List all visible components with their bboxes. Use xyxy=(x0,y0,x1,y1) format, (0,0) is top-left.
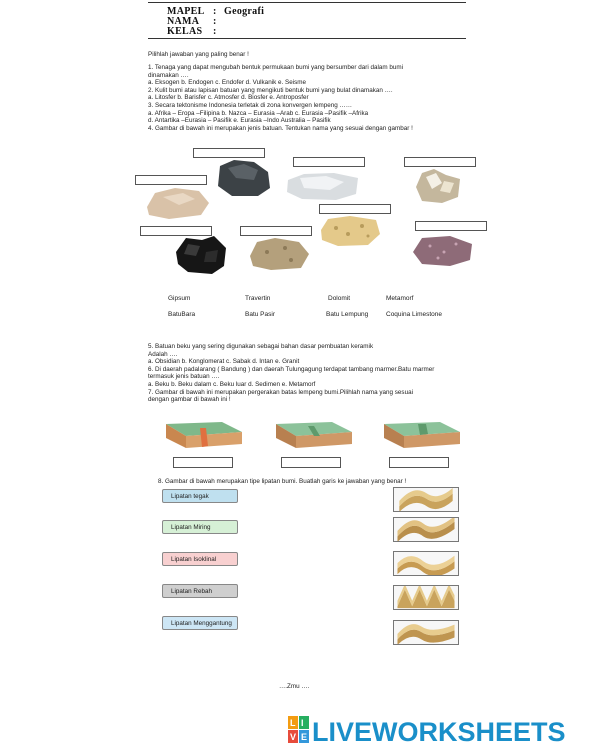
fold-option-lipatan-menggantung[interactable]: Lipatan Menggantung xyxy=(162,616,238,630)
clear-crystal-rock-image xyxy=(284,170,362,202)
mapel-colon: : xyxy=(213,6,217,17)
svg-text:I: I xyxy=(301,718,304,728)
transform-plate-image xyxy=(274,414,354,450)
porous-yellow-rock-image xyxy=(318,214,382,248)
rock-answer-box-4[interactable] xyxy=(135,175,207,185)
rock-answer-box-8[interactable] xyxy=(240,226,312,236)
svg-text:E: E xyxy=(301,732,308,742)
fold-image-4[interactable] xyxy=(393,585,459,610)
kelas-colon: : xyxy=(213,26,217,37)
q7-line2: dengan gambar di bawah ini ! xyxy=(148,396,231,404)
rock-label-batu-lempung[interactable]: Batu Lempung xyxy=(326,311,369,318)
rock-answer-box-6[interactable] xyxy=(415,221,487,231)
svg-text:V: V xyxy=(290,732,297,742)
q7-line1: 7. Gambar di bawah ini merupakan pergerakan batas lempeng bumi.Pilihlah nama yang sesuai xyxy=(148,388,413,396)
footer-text: ….Zmu …. xyxy=(279,683,310,690)
kelas-label: KELAS xyxy=(167,26,203,37)
q6-line2: termasuk jenis batuan …. xyxy=(148,373,220,381)
q1-line1: 1. Tenaga yang dapat mengubah bentuk permukaan bumi yang bersumber dari dalam bumi xyxy=(148,64,404,71)
beige-stone-rock-image xyxy=(143,185,211,221)
q3-options-1: a. Afrika – Eropa –Filipina b. Nazca – Eurasia –Arab c. Eurasia –Pasifik –Afrika xyxy=(148,109,369,117)
q1-options: a. Eksogen b. Endogen c. Endofer d. Vulkanik e. Seisme xyxy=(148,79,306,87)
q2-line1: 2. Kulit bumi atau lapisan batuan yang mengikuti bentuk bumi yang bulat dinamakan …. xyxy=(148,86,393,94)
q5-options: a. Obsidian b. Konglomerat c. Sabak d. Intan e. Granit xyxy=(148,358,300,366)
divergent-plate-image xyxy=(164,414,244,450)
fold-image-3[interactable] xyxy=(393,551,459,576)
coal-rock-image xyxy=(172,234,230,276)
rock-answer-box-5[interactable] xyxy=(319,204,391,214)
q2-options: a. Litosfer b. Barisfer c. Atmosfer d. Biosfer e. Antroposfer xyxy=(148,94,309,102)
rock-answer-box-2[interactable] xyxy=(293,157,365,167)
liveworksheets-logo xyxy=(288,712,584,746)
rock-label-coquina-limestone[interactable]: Coquina Limestone xyxy=(386,311,443,318)
plate-answer-box-2[interactable] xyxy=(281,457,341,468)
rock-label-travertin[interactable]: Travertin xyxy=(245,295,271,302)
fold-option-lipatan-miring[interactable]: Lipatan Miring xyxy=(162,520,238,534)
convergent-plate-image xyxy=(382,414,462,450)
plate-answer-box-3[interactable] xyxy=(389,457,449,468)
q4-line1: 4. Gambar di bawah ini merupakan jenis batuan. Tentukan nama yang sesuai dengan gambar ! xyxy=(148,124,413,132)
pink-speckled-rock-image xyxy=(410,234,476,268)
fold-option-lipatan-tegak[interactable]: Lipatan tegak xyxy=(162,489,238,503)
dark-gray-rock-image xyxy=(214,158,272,198)
q3-line1: 3. Secara tektonisme Indonesia terletak di zona konvergen lempeng …… xyxy=(148,101,353,109)
rock-label-batu-pasir[interactable]: Batu Pasir xyxy=(245,311,275,318)
mapel-label: MAPEL xyxy=(167,6,205,17)
rock-label-batubara[interactable]: BatuBara xyxy=(168,311,196,318)
questions-block-2 xyxy=(148,343,434,404)
q6-options: a. Beku b. Beku dalam c. Beku luar d. Sedimen e. Metamorf xyxy=(148,380,316,388)
instruction: Pilihlah jawaban yang paling benar ! xyxy=(148,51,249,58)
fold-image-5[interactable] xyxy=(393,620,459,645)
rock-label-gipsum[interactable]: Gipsum xyxy=(168,295,191,302)
fold-option-lipatan-rebah[interactable]: Lipatan Rebah xyxy=(162,584,238,598)
q1-line2: dinamakan …. xyxy=(148,71,189,79)
logo-wordmark: LIVEWORKSHEETS xyxy=(312,717,566,746)
crystal-cluster-rock-image xyxy=(412,167,464,205)
rock-answer-box-3[interactable] xyxy=(404,157,476,167)
nama-label: NAMA xyxy=(167,16,200,27)
q3-options-2: d. Antartika –Eurasia – Pasifik e. Eurasia –Indo Australia – Pasifik xyxy=(148,117,331,125)
questions-block xyxy=(148,64,413,132)
fold-image-2[interactable] xyxy=(393,517,459,542)
fold-image-1[interactable] xyxy=(393,487,459,512)
nama-colon: : xyxy=(213,16,217,27)
q5-line1: 5. Batuan beku yang sering digunakan sebagai bahan dasar pembuatan keramik xyxy=(148,343,374,350)
rock-answer-box-1[interactable] xyxy=(193,148,265,158)
rock-label-metamorf[interactable]: Metamorf xyxy=(386,295,414,302)
q6-line1: 6. Di daerah padalarang ( Bandung ) dan daerah Tulungagung terdapat tambang marmer.Batu marmer xyxy=(148,365,435,373)
plate-answer-box-1[interactable] xyxy=(173,457,233,468)
tan-porous-rock-image xyxy=(247,236,311,272)
mapel-value: Geografi xyxy=(224,6,265,17)
svg-text:L: L xyxy=(290,718,296,728)
rock-label-dolomit[interactable]: Dolomit xyxy=(328,295,351,302)
q5-line2: Adalah …. xyxy=(148,350,178,358)
fold-option-lipatan-isoklinal[interactable]: Lipatan Isoklinal xyxy=(162,552,238,566)
q8-text: 8. Gambar di bawah merupakan tipe lipatan bumi. Buatlah garis ke jawaban yang benar ! xyxy=(158,478,407,485)
